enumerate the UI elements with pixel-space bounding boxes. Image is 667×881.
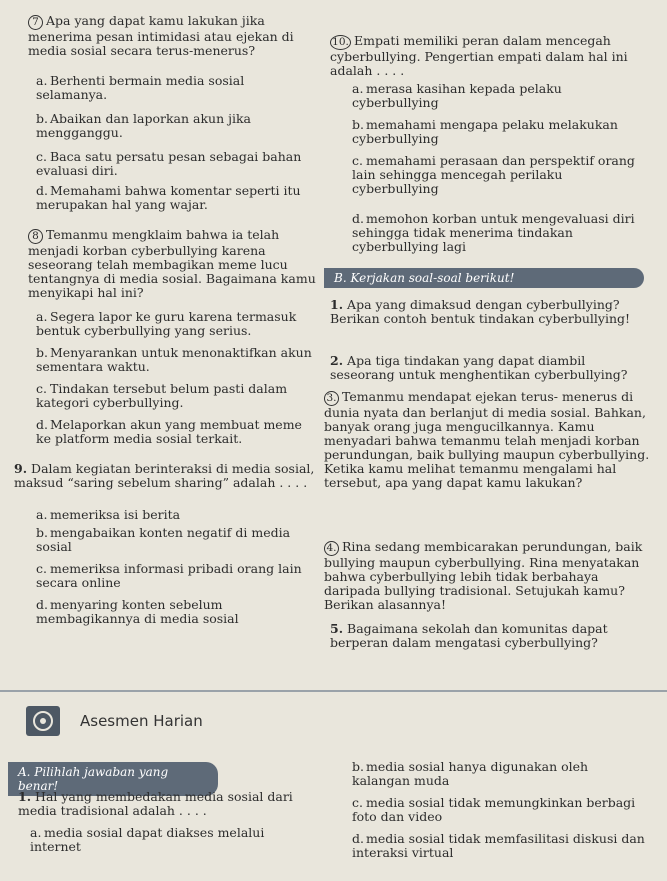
q8-option-b[interactable]: b. Menyarankan untuk menonaktifkan akun sementara waktu. <box>36 345 312 374</box>
section-a-banner: A. Pilihlah jawaban yang benar! <box>8 762 218 796</box>
question-8 <box>28 228 318 300</box>
question-number-badge: 8 <box>28 229 43 244</box>
question-9 <box>14 462 318 490</box>
essay-4: 4. Rina sedang membicarakan perundungan, baik bullying maupun cyberbullying. Rina menyatakan bahwa cyberbullying lebih tidak berbahaya daripada bullying tradisional. Setujukah kamu? Berikan alasannya! <box>324 539 643 612</box>
essay-2: 2. Apa tiga tindakan yang dapat diambil seseorang untuk menghentikan cyberbullying? <box>330 353 628 382</box>
q9-option-a[interactable]: a. memeriksa isi berita <box>36 507 181 522</box>
section-divider <box>0 690 667 692</box>
question-8-text: Temanmu mengklaim bahwa ia telah menjadi korban cyberbullying karena seseorang telah membagikan meme lucu tentangnya di media sosial. Bagaimana kamu menyikapi hal ini? <box>28 227 316 300</box>
q8-option-d[interactable]: d. Melaporkan akun yang membuat meme ke platform media sosial terkait. <box>36 417 302 446</box>
q8-option-c[interactable]: c. Tindakan tersebut belum pasti dalam kategori cyberbullying. <box>36 381 288 410</box>
question-10-text: Empati memiliki peran dalam mencegah cyberbullying. Pengertian empati dalam hal ini adalah . . . . <box>330 33 628 78</box>
assessment-icon <box>26 706 60 736</box>
q7-option-a[interactable]: a. Berhenti bermain media sosial selamanya. <box>36 73 245 102</box>
q10-option-c[interactable]: c. memahami perasaan dan perspektif orang lain sehingga mencegah perilaku cyberbullying <box>352 153 635 196</box>
q10-option-a[interactable]: a. merasa kasihan kepada pelaku cyberbullying <box>352 81 562 110</box>
q7-option-d[interactable]: d. Memahami bahwa komentar seperti itu merupakan hal yang wajar. <box>36 183 301 212</box>
assessment-option-b[interactable]: b. media sosial hanya digunakan oleh kalangan muda <box>352 759 589 788</box>
q8-option-a[interactable]: a. Segera lapor ke guru karena termasuk bentuk cyberbullying yang serius. <box>36 309 297 338</box>
q9-option-b[interactable]: b. mengabaikan konten negatif di media sosial <box>36 525 291 554</box>
q10-option-d[interactable]: d. memohon korban untuk mengevaluasi diri sehingga tidak menerima tindakan cyberbullying lagi <box>352 211 635 254</box>
q10-option-b[interactable]: b. memahami mengapa pelaku melakukan cyberbullying <box>352 117 618 146</box>
question-number-badge: 7 <box>28 15 43 30</box>
q7-option-b[interactable]: b. Abaikan dan laporkan akun jika mengganggu. <box>36 111 252 140</box>
assessment-option-d[interactable]: d. media sosial tidak memfasilitasi diskusi dan interaksi virtual <box>352 831 645 860</box>
q9-option-d[interactable]: d. menyaring konten sebelum membagikannya di media sosial <box>36 597 239 626</box>
assessment-option-c[interactable]: c. media sosial tidak memungkinkan berbagi foto dan video <box>352 795 636 824</box>
question-7 <box>28 14 318 58</box>
q9-option-c[interactable]: c. memeriksa informasi pribadi orang lain secara online <box>36 561 302 590</box>
essay-5: 5. Bagaimana sekolah dan komunitas dapat berperan dalam mengatasi cyberbullying? <box>330 621 608 650</box>
q7-option-c[interactable]: c. Baca satu persatu pesan sebagai bahan evaluasi diri. <box>36 149 302 178</box>
question-9-text: Dalam kegiatan berinteraksi di media sosial, maksud “saring sebelum sharing” adalah . . . . <box>14 461 315 490</box>
question-7-text: Apa yang dapat kamu lakukan jika menerima pesan intimidasi atau ejekan di media sosial secara terus-menerus? <box>28 13 294 58</box>
question-number: 9. <box>14 461 28 476</box>
assessment-title: Asesmen Harian <box>80 712 203 730</box>
essay-number-badge: 3. <box>324 391 339 406</box>
essay-1: 1. Apa yang dimaksud dengan cyberbullying? Berikan contoh bentuk tindakan cyberbullying! <box>330 297 631 326</box>
essay-3: 3. Temanmu mendapat ejekan terus- menerus di dunia nyata dan berlanjut di media sosial. Bahkan, banyak orang juga mengucilkannya. Kamu menyadari bahwa temanmu telah menjadi korban perundungan, baik bullying maupun cyberbullying. Ketika kamu melihat temanmu mengalami hal tersebut, apa yang dapat kamu lakukan? <box>324 389 650 490</box>
question-10 <box>330 34 650 78</box>
assessment-option-a[interactable]: a. media sosial dapat diakses melalui internet <box>30 825 265 854</box>
essay-number-badge: 4. <box>324 541 339 556</box>
question-number-badge: 10. <box>330 35 351 50</box>
assessment-question-1: 1. Hal yang membedakan media sosial dari media tradisional adalah . . . . <box>18 789 293 818</box>
section-b-banner: B. Kerjakan soal-soal berikut! <box>324 268 644 288</box>
